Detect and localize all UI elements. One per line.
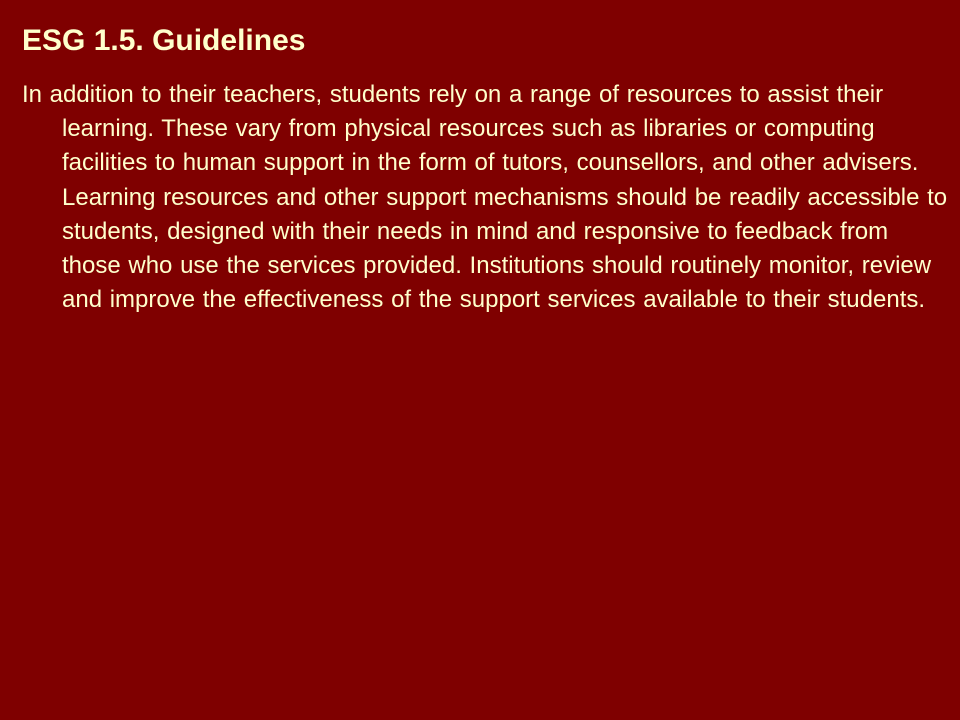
slide-title: ESG 1.5. Guidelines bbox=[22, 24, 306, 57]
guidelines-paragraph: In addition to their teachers, students rely on a range of resources to assist their learning. These vary from physical resources such as libraries or computing facilities to human support in the form of tutors, counsellors, and other advisers. Learning resources and other support mechanisms should be readily accessible to students, designed with their needs in mind and responsive to feedback from those who use the services provided. Institutions should routinely monitor, review and improve the effectiveness of the support services available to their students. bbox=[22, 81, 948, 314]
